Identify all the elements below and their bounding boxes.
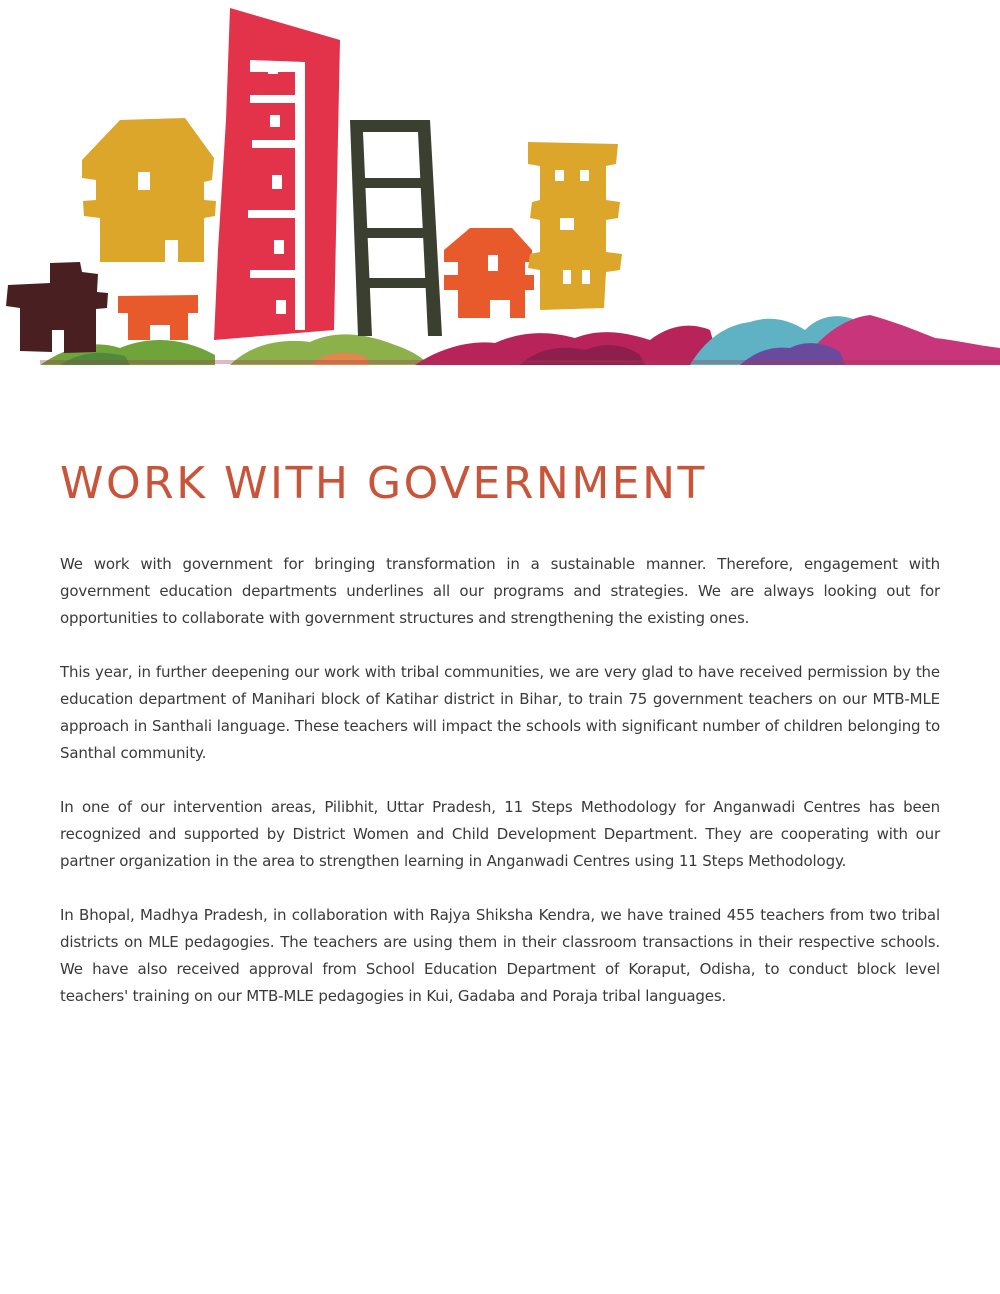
paragraph: In Bhopal, Madhya Pradesh, in collaboration with Rajya Shiksha Kendra, we have trained 455 teachers from two tribal districts on MLE pedagogies. The teachers are using them in their classroom transactions in their respective schools. We have also received approval from School Education Department of Koraput, Odisha, to conduct block level teachers' training on our MTB-MLE pedagogies in Kui, Gadaba and Poraja tribal languages.: [60, 906, 940, 1005]
ladder: [350, 120, 442, 336]
ochre-tower: [528, 142, 622, 310]
paragraph: In one of our intervention areas, Pilibhit, Uttar Pradesh, 11 Steps Methodology for Anganwadi Centres has been recognized and supported by District Women and Child Development Department. They are cooperating with our partner organization in the area to strengthen learning in Anganwadi Centres using 11 Steps Methodology.: [60, 798, 940, 870]
ground-line: [40, 360, 1000, 364]
article-body: [60, 551, 940, 1037]
red-tower: [214, 8, 340, 340]
paragraph: We work with government for bringing transformation in a sustainable manner. Therefore, engagement with government education departments underlines all our programs and strategies. We are always looking out for opportunities to collaborate with government structures and strengthening the existing ones.: [60, 555, 940, 627]
paragraph: This year, in further deepening our work with tribal communities, we are very glad to have received permission by the education department of Manihari block of Katihar district in Bihar, to train 75 government teachers on our MTB-MLE approach in Santhali language. These teachers will impact the schools with significant number of children belonging to Santhal community.: [60, 663, 940, 762]
orange-small-house: [118, 295, 198, 340]
orange-house: [444, 228, 534, 318]
maroon-house: [6, 262, 108, 353]
page-title: WORK WITH GOVERNMENT: [60, 458, 707, 509]
ochre-house: [82, 118, 216, 262]
skyline-illustration: [0, 0, 1000, 370]
